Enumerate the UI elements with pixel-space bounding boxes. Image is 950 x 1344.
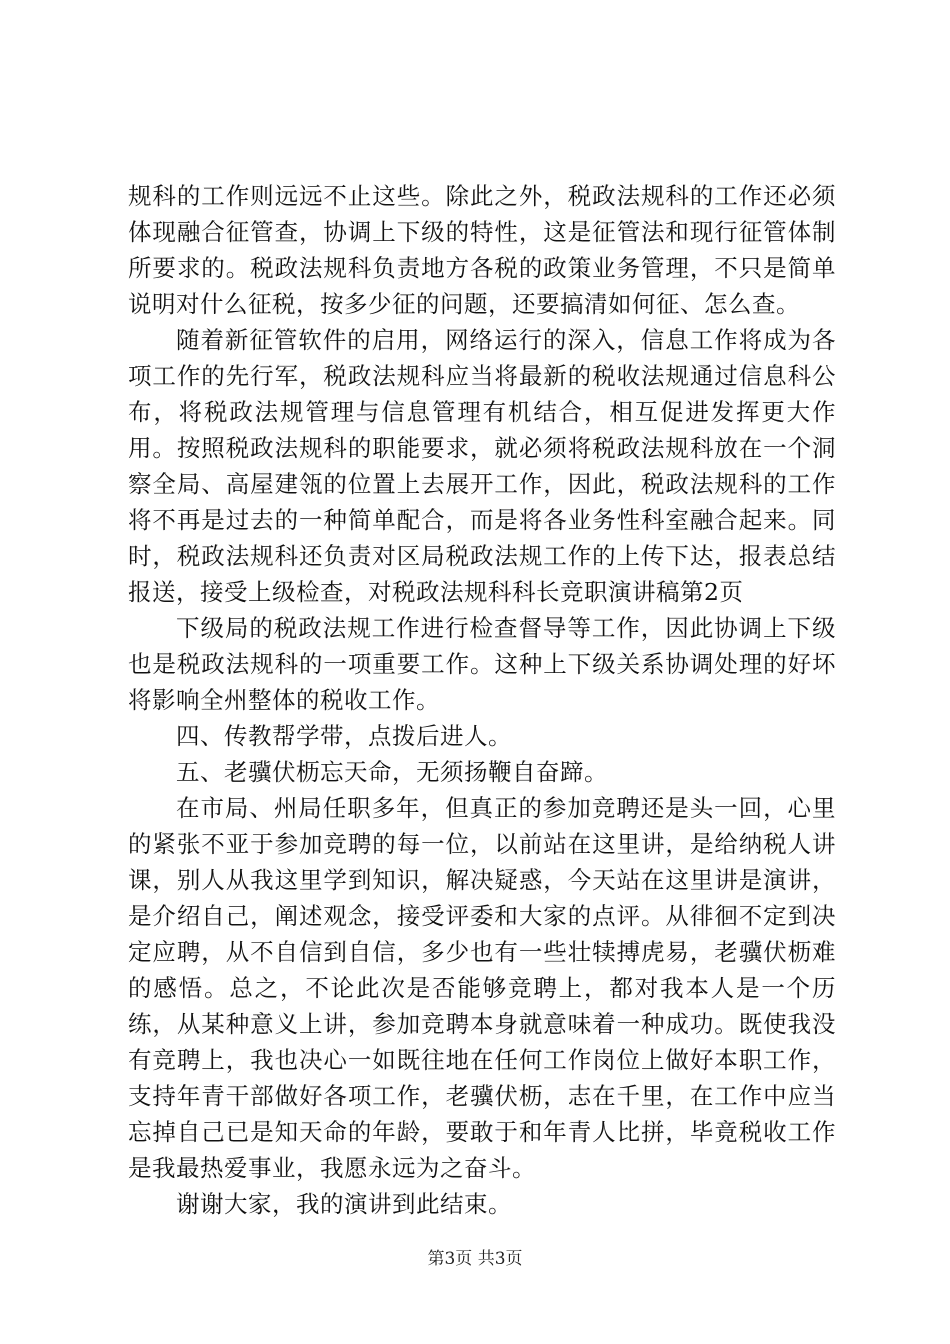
page-number-footer: 第3页 共3页 [427, 1249, 523, 1269]
paragraph: 下级局的税政法规工作进行检查督导等工作，因此协调上下级也是税政法规科的一项重要工作。这种上下级关系协调处理的好坏将影响全州整体的税收工作。 [128, 614, 836, 714]
paragraph: 在市局、州局任职多年，但真正的参加竞聘还是头一回，心里的紧张不亚于参加竞聘的每一位，以前站在这里讲，是给纳税人讲课，别人从我这里学到知识，解决疑惑，今天站在这里讲是演讲，是介绍自己，阐述观念，接受评委和大家的点评。从徘徊不定到决定应聘，从不自信到自信，多少也有一些壮犊搏虎易，老骥伏枥难的感悟。总之，不论此次是否能够竞聘上，都对我本人是一个历练，从某种意义上讲，参加竞聘本身就意味着一种成功。既使我没有竞聘上，我也决心一如既往地在任何工作岗位上做好本职工作，支持年青干部做好各项工作，老骥伏枥，志在千里，在工作中应当忘掉自己已是知天命的年龄，要敢于和年青人比拼，毕竟税收工作是我最热爱事业，我愿永远为之奋斗。 [128, 794, 836, 1182]
paragraph: 随着新征管软件的启用，网络运行的深入，信息工作将成为各项工作的先行军，税政法规科应当将最新的税收法规通过信息科公布，将税政法规管理与信息管理有机结合，相互促进发挥更大作用。按照税政法规科的职能要求，就必须将税政法规科放在一个洞察全局、高屋建瓴的位置上去展开工作，因此，税政法规科的工作将不再是过去的一种简单配合，而是将各业务性科室融合起来。同时，税政法规科还负责对区局税政法规工作的上传下达，报表总结报送，接受上级检查，对税政法规科科长竞职演讲稿第2页 [128, 326, 836, 606]
document-body [128, 178, 836, 1222]
section-heading: 四、传教帮学带，点拨后进人。 [176, 722, 512, 750]
section-heading: 五、老骥伏枥忘天命，无须扬鞭自奋蹄。 [176, 758, 608, 786]
closing-paragraph: 谢谢大家，我的演讲到此结束。 [176, 1190, 512, 1218]
paragraph-continuation: 规科的工作则远远不止这些。除此之外，税政法规科的工作还必须体现融合征管查，协调上下级的特性，这是征管法和现行征管体制所要求的。税政法规科负责地方各税的政策业务管理，不只是简单说明对什么征税，按多少征的问题，还要搞清如何征、怎么查。 [128, 182, 836, 318]
